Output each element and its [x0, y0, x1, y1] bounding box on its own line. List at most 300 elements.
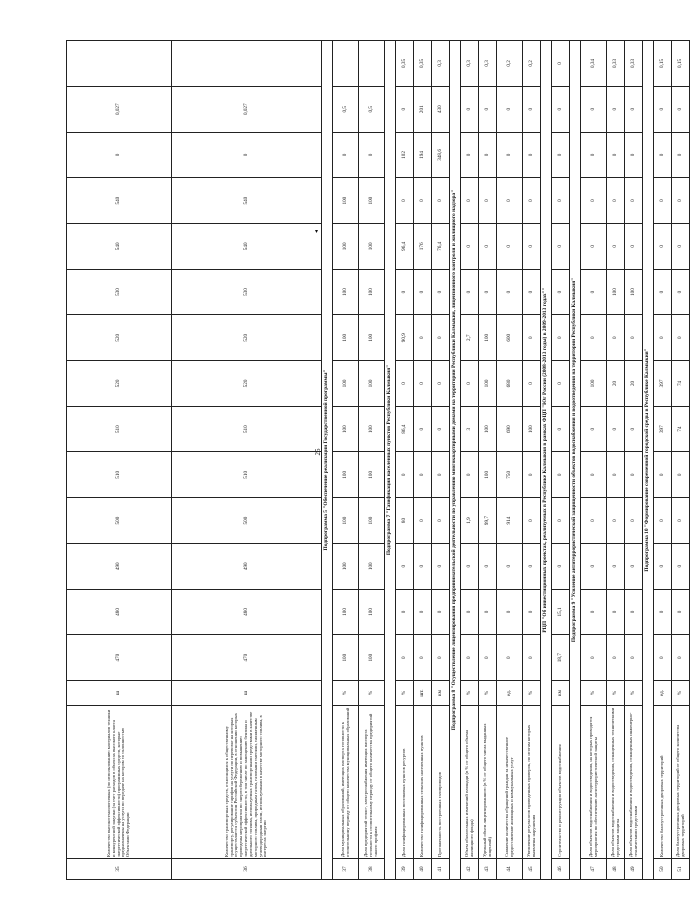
value-cell: 0 — [607, 543, 625, 589]
indicator-name: Количество газифицированных сельских населенных пунктов — [414, 706, 432, 859]
value-cell: 480 — [67, 589, 172, 635]
value-cell: 100 — [333, 406, 359, 452]
value-cell: 397 — [654, 361, 672, 407]
value-cell: 690 — [497, 406, 523, 452]
value-cell: 0 — [461, 635, 479, 681]
value-cell: 0 — [607, 223, 625, 269]
indicator-name: Доля объектов водоснабжения и водоотведения, на которых проводятся мероприятия по обеспечению антитеррористической защиты — [581, 706, 607, 859]
value-cell: 540 — [172, 223, 322, 269]
value-cell: 0 — [432, 315, 450, 361]
value-cell: 0 — [523, 635, 541, 681]
value-cell: 0,33 — [625, 41, 643, 87]
value-cell: 0 — [523, 315, 541, 361]
value-cell: 20 — [607, 361, 625, 407]
indicator-name: Доля объектов водоснабжения и водоотведения, оснащенных техническими средствами защиты — [607, 706, 625, 859]
value-cell: 0 — [479, 178, 497, 224]
value-cell: 0 — [552, 269, 570, 315]
value-cell: 0,5 — [359, 86, 385, 132]
value-cell: 0 — [479, 635, 497, 681]
indicators-table — [66, 40, 690, 880]
unit: % — [523, 681, 541, 706]
value-cell: 0,35 — [396, 41, 414, 87]
value-cell: 680 — [497, 361, 523, 407]
value-cell: 0,3 — [461, 41, 479, 87]
value-cell: 0 — [359, 132, 385, 178]
value-cell: 0 — [552, 406, 570, 452]
value-cell: 500 — [172, 498, 322, 544]
value-cell: 0,35 — [414, 41, 432, 87]
value-cell: 0 — [625, 543, 643, 589]
value-cell: 600 — [497, 315, 523, 361]
value-cell: 0 — [654, 635, 672, 681]
value-cell: 500 — [67, 498, 172, 544]
value-cell: 0 — [581, 543, 607, 589]
page-number: 25 — [314, 448, 322, 456]
value-cell: 0 — [461, 223, 479, 269]
value-cell: 100 — [359, 315, 385, 361]
row-number: 43 — [479, 859, 497, 880]
unit: км — [432, 681, 450, 706]
value-cell: 0 — [396, 361, 414, 407]
value-cell: 100 — [333, 269, 359, 315]
value-cell: 0 — [414, 315, 432, 361]
value-cell: 397 — [654, 406, 672, 452]
value-cell: 0 — [581, 452, 607, 498]
row-number: 39 — [396, 859, 414, 880]
value-cell: 0 — [607, 86, 625, 132]
value-cell: 0 — [479, 543, 497, 589]
value-cell: 914 — [497, 498, 523, 544]
table-row — [552, 41, 570, 880]
value-cell: 100 — [479, 361, 497, 407]
row-number: 35 — [67, 859, 172, 880]
indicator-name: Количество благоустроенных дворовых территорий — [654, 706, 672, 859]
value-cell: 0,33 — [607, 41, 625, 87]
value-cell: 100 — [479, 452, 497, 498]
unit: % — [625, 681, 643, 706]
value-cell: 100 — [333, 452, 359, 498]
row-number: 46 — [552, 859, 570, 880]
value-cell: 0 — [523, 452, 541, 498]
value-cell: 0,027 — [67, 86, 172, 132]
table-row — [607, 41, 625, 880]
value-cell: 0 — [414, 361, 432, 407]
value-cell: 0 — [432, 635, 450, 681]
value-cell: 0 — [672, 315, 690, 361]
value-cell: 100 — [359, 406, 385, 452]
value-cell: 0 — [523, 589, 541, 635]
value-cell: 74 — [672, 361, 690, 407]
value-cell — [172, 41, 322, 87]
value-cell: 0 — [432, 589, 450, 635]
table-section-header — [541, 41, 552, 880]
value-cell: 0 — [581, 86, 607, 132]
value-cell: 0 — [672, 498, 690, 544]
value-cell: 100 — [359, 635, 385, 681]
value-cell: 0 — [581, 635, 607, 681]
unit: % — [396, 681, 414, 706]
value-cell: 0 — [523, 361, 541, 407]
table-row — [172, 41, 322, 880]
value-cell: 0 — [523, 543, 541, 589]
row-number: 40 — [414, 859, 432, 880]
value-cell: 0 — [581, 315, 607, 361]
row-number: 36 — [172, 859, 322, 880]
value-cell: 100 — [359, 361, 385, 407]
table-section-header — [450, 41, 461, 880]
row-number: 47 — [581, 859, 607, 880]
value-cell: 100 — [333, 361, 359, 407]
value-cell: 0 — [625, 452, 643, 498]
value-cell: 0,2 — [523, 41, 541, 87]
value-cell: 0 — [414, 498, 432, 544]
value-cell: 0 — [552, 361, 570, 407]
value-cell: 0 — [672, 543, 690, 589]
value-cell: 490 — [172, 543, 322, 589]
value-cell: 0 — [672, 132, 690, 178]
indicator-name: Доля газифицированных поселковых пунктов ресурсов — [396, 706, 414, 859]
value-cell: 0 — [497, 589, 523, 635]
table-section-header — [643, 41, 654, 880]
value-cell: 0 — [432, 498, 450, 544]
value-cell: 18,7 — [552, 635, 570, 681]
value-cell: 194 — [414, 132, 432, 178]
value-cell: 0 — [552, 41, 570, 87]
value-cell: 0 — [625, 132, 643, 178]
value-cell: 176 — [414, 223, 432, 269]
value-cell: 0 — [461, 543, 479, 589]
value-cell: 0 — [461, 178, 479, 224]
table-section-header — [322, 41, 333, 880]
table-row — [625, 41, 643, 880]
value-cell: 0 — [497, 223, 523, 269]
table-row — [672, 41, 690, 880]
value-cell: 100 — [359, 269, 385, 315]
value-cell: 0 — [497, 635, 523, 681]
value-cell: 0 — [672, 86, 690, 132]
row-number: 38 — [359, 859, 385, 880]
value-cell: 0 — [523, 178, 541, 224]
table-row — [654, 41, 672, 880]
value-cell: 0 — [414, 452, 432, 498]
table-section-header — [385, 41, 396, 880]
value-cell: 348,6 — [432, 132, 450, 178]
unit: % — [461, 681, 479, 706]
value-cell: 0 — [461, 452, 479, 498]
value-cell: 0 — [607, 132, 625, 178]
value-cell: 0 — [581, 269, 607, 315]
table-row — [479, 41, 497, 880]
value-cell: 0,34 — [581, 41, 607, 87]
value-cell: 0 — [625, 315, 643, 361]
value-cell: 0 — [672, 589, 690, 635]
value-cell: 0,2 — [497, 41, 523, 87]
indicator-name: Доля муниципальных образований, имеющих паспорта готовности к отопительному периоду от общего количества муниципальных образований — [333, 706, 359, 859]
value-cell: 530 — [67, 269, 172, 315]
section-title: Подпрограмма 8 "Осуществление лицензирования предпринимательской деятельности по управлению многоквартирными домами на территории Республики Калмыкия, лицензионного контроля и жилищного надзора" — [450, 41, 461, 880]
value-cell — [333, 41, 359, 87]
value-cell — [359, 41, 385, 87]
value-cell: 0 — [552, 452, 570, 498]
value-cell: 0,3 — [432, 41, 450, 87]
value-cell: 201 — [414, 86, 432, 132]
row-number: 42 — [461, 859, 479, 880]
indicator-name: Протяженность построенных газопроводов — [432, 706, 450, 859]
value-cell: 0 — [414, 635, 432, 681]
value-cell: 520 — [67, 361, 172, 407]
value-cell: 0 — [396, 269, 414, 315]
value-cell: 0 — [432, 543, 450, 589]
value-cell: 0,5 — [333, 86, 359, 132]
value-cell: 0 — [479, 269, 497, 315]
value-cell: 520 — [67, 315, 172, 361]
value-cell: 0 — [654, 543, 672, 589]
table-row — [581, 41, 607, 880]
value-cell: 470 — [67, 635, 172, 681]
value-cell: 0 — [172, 132, 322, 178]
value-cell: 1,9 — [461, 498, 479, 544]
indicator-name: Доля благоустроенных дворовых территорий от общего количества дворовых территорий — [672, 706, 690, 859]
value-cell: 0 — [625, 223, 643, 269]
indicator-name: Увеличение результатов проведенных проверок, по итогам которых выявлены нарушения — [523, 706, 541, 859]
value-cell: 0 — [654, 86, 672, 132]
value-cell: 20 — [625, 361, 643, 407]
value-cell: 0 — [654, 269, 672, 315]
row-number: 48 — [607, 859, 625, 880]
value-cell: 0 — [432, 361, 450, 407]
value-cell: 0 — [523, 223, 541, 269]
value-cell: 0 — [607, 589, 625, 635]
value-cell: 0 — [497, 86, 523, 132]
value-cell: 100 — [333, 178, 359, 224]
value-cell: 0 — [552, 86, 570, 132]
table-row — [359, 41, 385, 880]
unit: ед. — [497, 681, 523, 706]
value-cell: 540 — [67, 223, 172, 269]
value-cell: 470 — [172, 635, 322, 681]
indicator-name: Удельный объем лицензированного (в % от общего числа выданных лицензий) — [479, 706, 497, 859]
value-cell: 480 — [172, 589, 322, 635]
value-cell: 0 — [414, 543, 432, 589]
value-cell: 0 — [625, 589, 643, 635]
value-cell: 540 — [172, 178, 322, 224]
value-cell: 750 — [497, 452, 523, 498]
value-cell: 0 — [607, 178, 625, 224]
unit: % — [581, 681, 607, 706]
value-cell: 0,15 — [672, 41, 690, 87]
value-cell: 0 — [523, 498, 541, 544]
value-cell: 100 — [607, 269, 625, 315]
row-number: 51 — [672, 859, 690, 880]
value-cell: 100 — [359, 543, 385, 589]
value-cell: 0 — [654, 223, 672, 269]
value-cell: 0 — [654, 178, 672, 224]
section-title: Подпрограмма 10 "Формирование современной городской среды в Республике Калмыкия" — [643, 41, 654, 880]
value-cell: 0 — [581, 589, 607, 635]
section-title: РЦП "Об инвестиционных проектах, реализуемых в Республике Калмыкия в рамках ФЦП "Юг России (2008-2013 годы) в 2009-2013 годах"" — [541, 41, 552, 880]
unit: % — [479, 681, 497, 706]
value-cell: 0 — [672, 635, 690, 681]
value-cell: 0 — [654, 452, 672, 498]
value-cell: 3 — [461, 406, 479, 452]
row-number: 50 — [654, 859, 672, 880]
value-cell: 0 — [654, 589, 672, 635]
value-cell: 0 — [479, 589, 497, 635]
value-cell: 0,15 — [654, 41, 672, 87]
value-cell: 0 — [552, 132, 570, 178]
value-cell: 0 — [607, 452, 625, 498]
value-cell: 0,027 — [172, 86, 322, 132]
value-cell: 0 — [625, 498, 643, 544]
value-cell: 100 — [479, 315, 497, 361]
value-cell — [67, 41, 172, 87]
value-cell: 0 — [396, 178, 414, 224]
value-cell: 100 — [333, 223, 359, 269]
value-cell: 0 — [625, 635, 643, 681]
value-cell: 102 — [396, 132, 414, 178]
value-cell: 0 — [432, 452, 450, 498]
value-cell: 100 — [359, 223, 385, 269]
row-number: 37 — [333, 859, 359, 880]
unit: шт. — [414, 681, 432, 706]
value-cell: 0 — [479, 223, 497, 269]
value-cell: 0 — [581, 223, 607, 269]
value-cell: 0 — [461, 361, 479, 407]
value-cell: 0 — [672, 452, 690, 498]
value-cell: 100 — [333, 589, 359, 635]
indicator-name: Строительство и реконструкция объектов водоснабжения — [552, 706, 570, 859]
value-cell: 0 — [523, 269, 541, 315]
value-cell: 0 — [497, 269, 523, 315]
value-cell: 0 — [581, 132, 607, 178]
value-cell: 0 — [552, 223, 570, 269]
value-cell: 0 — [396, 589, 414, 635]
value-cell: 100 — [359, 589, 385, 635]
value-cell: 2,7 — [461, 315, 479, 361]
value-cell: 0 — [672, 269, 690, 315]
value-cell: 100 — [625, 269, 643, 315]
table-row — [497, 41, 523, 880]
value-cell: 0 — [672, 178, 690, 224]
value-cell: 0 — [552, 315, 570, 361]
indicator-name: Доля предприятий тепло-, электроснабжения имеющих паспорта готовности к отопительному периоду от общего количества предприятий такого профиля — [359, 706, 385, 859]
value-cell: 0 — [581, 498, 607, 544]
table-row — [523, 41, 541, 880]
section-title: Подпрограмма 9 "Усиление антитеррористической защищенности объектов водоснабжения и водоотведения на территории Республики Калмыкия" — [570, 41, 581, 880]
table-row — [396, 41, 414, 880]
unit: км — [552, 681, 570, 706]
value-cell: 0,3 — [479, 41, 497, 87]
value-cell: 0 — [432, 406, 450, 452]
value-cell: 0 — [414, 589, 432, 635]
unit: % — [607, 681, 625, 706]
indicator-name: Количество транспортных средств, относящихся к общественному транспорту, регулирование тарифов на услуги по перевозке на которых осуществляется субъектом Российской Федерации, в отношении которых проведены мероприятия по энергосбережению и повышению энергетической эффективности, в том числе по замещению бензина и дизельного топлива, используемых транспортными средствами в качестве моторного топлива, природным газом, газовыми смесями, сжиженным углеводородным газом, используемыми в качестве моторного топлива, в интересах энергии — [172, 706, 322, 859]
value-cell: 510 — [172, 406, 322, 452]
unit: % — [672, 681, 690, 706]
value-cell: 100 — [333, 635, 359, 681]
indicator-name: Доля объектов водоснабжения и водоотведения, оснащенных инженерно-техническими средствами — [625, 706, 643, 859]
value-cell: 0 — [607, 635, 625, 681]
value-cell: 0 — [396, 452, 414, 498]
value-cell: 0 — [523, 86, 541, 132]
value-cell: 0 — [607, 498, 625, 544]
value-cell: 0 — [396, 543, 414, 589]
value-cell: 100 — [333, 315, 359, 361]
row-number: 41 — [432, 859, 450, 880]
value-cell: 0 — [497, 132, 523, 178]
value-cell: 0 — [414, 178, 432, 224]
value-cell: 520 — [172, 361, 322, 407]
value-cell: 100 — [333, 543, 359, 589]
unit: ш — [67, 681, 172, 706]
value-cell: 490 — [67, 543, 172, 589]
value-cell: 100 — [479, 406, 497, 452]
value-cell: 510 — [67, 406, 172, 452]
indicator-name: Количество высокотехнологичных (по использованию материалов техники и конкурентной закупки (за счет расходов в объектах высокого класса энергетической эффективности) программных средств, которые предназначены на услуги по передаче на котором со склонностью Объектами Федерации — [67, 706, 172, 859]
unit: % — [359, 681, 385, 706]
row-number: 45 — [523, 859, 541, 880]
table-row — [333, 41, 359, 880]
value-cell: 0 — [654, 132, 672, 178]
value-cell: 74 — [672, 406, 690, 452]
value-cell: 0 — [625, 178, 643, 224]
value-cell: 0 — [432, 269, 450, 315]
value-cell: 100 — [523, 406, 541, 452]
value-cell: 0 — [581, 178, 607, 224]
value-cell: 0 — [333, 132, 359, 178]
value-cell: 0 — [654, 498, 672, 544]
value-cell: 0 — [67, 132, 172, 178]
indicator-name: Объем обязательных изменений площади (в % от общего объема жилищного фонда) — [461, 706, 479, 859]
value-cell: 15,1 — [552, 589, 570, 635]
stray-mark: ▾ — [315, 229, 319, 235]
value-cell: 0 — [552, 498, 570, 544]
value-cell: 0 — [396, 635, 414, 681]
value-cell: 510 — [172, 452, 322, 498]
value-cell: 86,4 — [396, 406, 414, 452]
value-cell: 0 — [461, 589, 479, 635]
value-cell: 430 — [432, 86, 450, 132]
table-row — [414, 41, 432, 880]
value-cell: 100 — [581, 361, 607, 407]
value-cell: 100 — [359, 178, 385, 224]
unit: ш — [172, 681, 322, 706]
value-cell: 0 — [432, 178, 450, 224]
section-title: Подпрограмма 7 "Газификация населенных пунктов Республики Калмыкия" — [385, 41, 396, 880]
value-cell: 0 — [523, 132, 541, 178]
value-cell: 0 — [414, 406, 432, 452]
value-cell: 0 — [581, 406, 607, 452]
value-cell: 530 — [172, 269, 322, 315]
row-number: 44 — [497, 859, 523, 880]
value-cell: 100 — [359, 452, 385, 498]
value-cell: 0 — [625, 406, 643, 452]
value-cell: 520 — [172, 315, 322, 361]
value-cell: 0 — [414, 269, 432, 315]
rotated-table-container — [66, 40, 685, 880]
value-cell: 0 — [479, 86, 497, 132]
value-cell: 0 — [625, 86, 643, 132]
value-cell: 0 — [497, 543, 523, 589]
value-cell: 100 — [359, 498, 385, 544]
section-title: Подпрограмма 5 "Обеспечение реализации Государственной программы" — [322, 41, 333, 880]
row-number: 49 — [625, 859, 643, 880]
table-row — [461, 41, 479, 880]
value-cell: 90,9 — [396, 315, 414, 361]
value-cell: 0 — [607, 406, 625, 452]
value-cell: 96,4 — [396, 223, 414, 269]
value-cell: 0 — [461, 132, 479, 178]
